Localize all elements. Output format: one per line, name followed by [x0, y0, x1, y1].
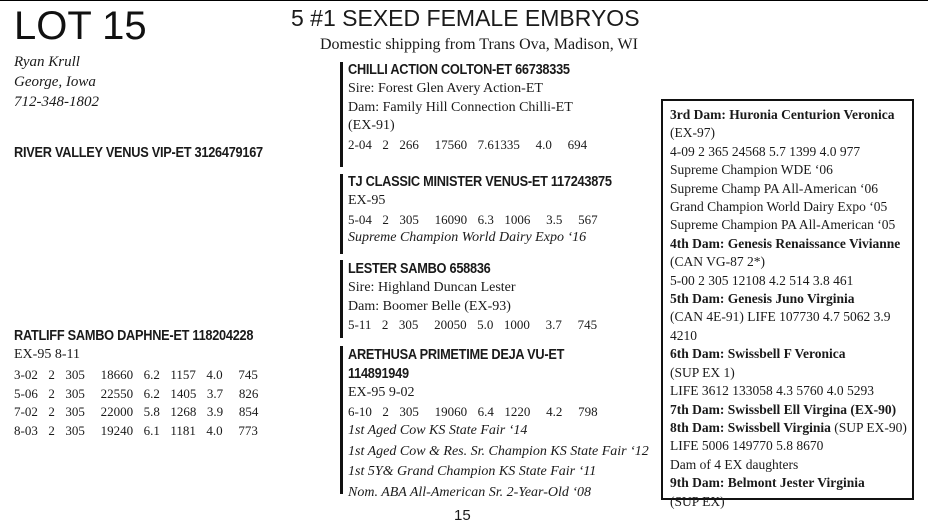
record-line: 7-02 2 305 22000 5.8 1268 3.9 854: [14, 404, 259, 419]
sixth-dam-label: 6th Dam: Swissbell F Veronica: [670, 346, 846, 362]
dam-label: [670, 235, 912, 253]
pedigree-name: TJ CLASSIC MINISTER VENUS-ET 117243875: [348, 174, 612, 190]
dam-detail: (EX-97): [670, 125, 715, 141]
dam-detail: 4-09 2 365 24568 5.7 1399 4.0 977: [670, 143, 861, 159]
pedigree-bar: [340, 260, 343, 338]
top-rule: [0, 0, 928, 1]
pedigree-dam-of-dam: [348, 346, 649, 503]
dam-detail: (CAN 4E-91) LIFE 107730 4.7 5062 3.9: [670, 309, 891, 325]
lot-title: LOT 15: [14, 4, 147, 48]
dam-detail: Supreme Champion PA All-American ‘05: [670, 217, 896, 233]
pedigree-dam-of-sire: [348, 173, 648, 248]
pedigree-sire-of-dam: [348, 260, 597, 335]
pedigree-honor: Supreme Champion World Dairy Expo ‘16: [348, 230, 587, 245]
pedigree-dam-class: (EX-91): [348, 118, 395, 133]
dam-label: [670, 419, 912, 437]
pedigree-sire: Sire: Forest Glen Avery Action-ET: [348, 81, 543, 96]
pedigree-honor: 1st 5Y& Grand Champion KS State Fair ‘11: [348, 464, 597, 479]
pedigree-record: 6-10 2 305 19060 6.4 1220 4.2 798: [348, 403, 598, 419]
pedigree-sire: Sire: Highland Duncan Lester: [348, 280, 516, 295]
record-line: 8-03 2 305 19240 6.1 1181 4.0 773: [14, 422, 258, 438]
dam-detail: LIFE 5006 149770 5.8 8670: [670, 438, 824, 454]
record-line: 3-02 2 305 18660 6.2 1157 4.0 745: [14, 367, 258, 382]
pedigree-sire-of-sire: [348, 61, 600, 154]
pedigree-bar: [340, 346, 343, 494]
pedigree-honor: 1st Aged Cow & Res. Sr. Champion KS State Fair ‘12: [348, 443, 649, 459]
consignor-phone: 712-348-1802: [14, 94, 99, 110]
dam-label: [670, 474, 912, 492]
dam-detail: Dam of 4 EX daughters: [670, 456, 799, 472]
dam-label: [670, 401, 912, 419]
dam-detail: 4210: [670, 327, 697, 343]
eighth-dam-class: (SUP EX-90): [830, 419, 907, 435]
dam-label: [670, 106, 912, 124]
eighth-dam-label: 8th Dam: Swissbell Virginia: [670, 419, 831, 435]
dam-records: [14, 366, 258, 440]
seventh-dam-label: 7th Dam: Swissbell Ell Virgina (EX-90): [670, 401, 897, 417]
pedigree-classification: EX-95 9-02: [348, 385, 415, 400]
dam-detail: Grand Champion World Dairy Expo ‘05: [670, 199, 888, 215]
sire-name: RIVER VALLEY VENUS VIP-ET 3126479167: [14, 145, 263, 161]
pedigree-honor: Nom. ABA All-American Sr. 2-Year-Old ‘08: [348, 484, 592, 500]
pedigree-dam: Dam: Family Hill Connection Chilli-ET: [348, 99, 573, 115]
dam-detail: (CAN VG-87 2*): [670, 254, 765, 270]
consignor-name: Ryan Krull: [14, 54, 80, 70]
consignor-location: George, Iowa: [14, 74, 96, 90]
dam-detail: 5-00 2 305 12108 4.2 514 3.8 461: [670, 272, 854, 288]
pedigree-bar: [340, 62, 343, 167]
ninth-dam-label: 9th Dam: Belmont Jester Virginia: [670, 475, 865, 491]
pedigree-name: ARETHUSA PRIMETIME DEJA VU-ET: [348, 347, 565, 363]
pedigree-name: LESTER SAMBO 658836: [348, 261, 491, 277]
dam-label: [670, 345, 912, 363]
family-history-box: [661, 99, 914, 509]
pedigree-dam: Dam: Boomer Belle (EX-93): [348, 298, 511, 314]
dam-detail: (SUP EX): [670, 493, 725, 509]
record-line: 5-06 2 305 22550 6.2 1405 3.7 826: [14, 385, 259, 401]
fifth-dam-label: 5th Dam: Genesis Juno Virginia: [670, 291, 855, 307]
pedigree-classification: EX-95: [348, 193, 386, 208]
pedigree-honor: 1st Aged Cow KS State Fair ‘14: [348, 423, 528, 438]
dam-classification: EX-95 8-11: [14, 347, 80, 362]
dam-name: RATLIFF SAMBO DAPHNE-ET 118204228: [14, 328, 254, 344]
dam-detail: (SUP EX 1): [670, 364, 735, 380]
pedigree-bar: [340, 174, 343, 254]
third-dam-label: 3rd Dam: Huronia Centurion Veronica: [670, 107, 895, 122]
pedigree-record: 5-11 2 305 20050 5.0 1000 3.7 745: [348, 317, 598, 332]
dam-detail: Supreme Champion WDE ‘06: [670, 162, 833, 178]
fourth-dam-label: 4th Dam: Genesis Renaissance Vivianne: [670, 235, 901, 251]
pedigree-record: 2-04 2 266 17560 7.61335 4.0 694: [348, 136, 588, 152]
headline: 5 #1 SEXED FEMALE EMBRYOS: [291, 5, 640, 31]
dam-label: [670, 290, 912, 308]
pedigree-record: 5-04 2 305 16090 6.3 1006 3.5 567: [348, 211, 598, 227]
pedigree-registration: 114891949: [348, 366, 409, 382]
subheadline: Domestic shipping from Trans Ova, Madison, WI: [320, 36, 638, 53]
dam-detail: Supreme Champ PA All-American ‘06: [670, 180, 878, 196]
page-number: 15: [454, 507, 471, 524]
pedigree-name: CHILLI ACTION COLTON-ET 66738335: [348, 62, 570, 78]
dam-detail: LIFE 3612 133058 4.3 5760 4.0 5293: [670, 383, 874, 399]
